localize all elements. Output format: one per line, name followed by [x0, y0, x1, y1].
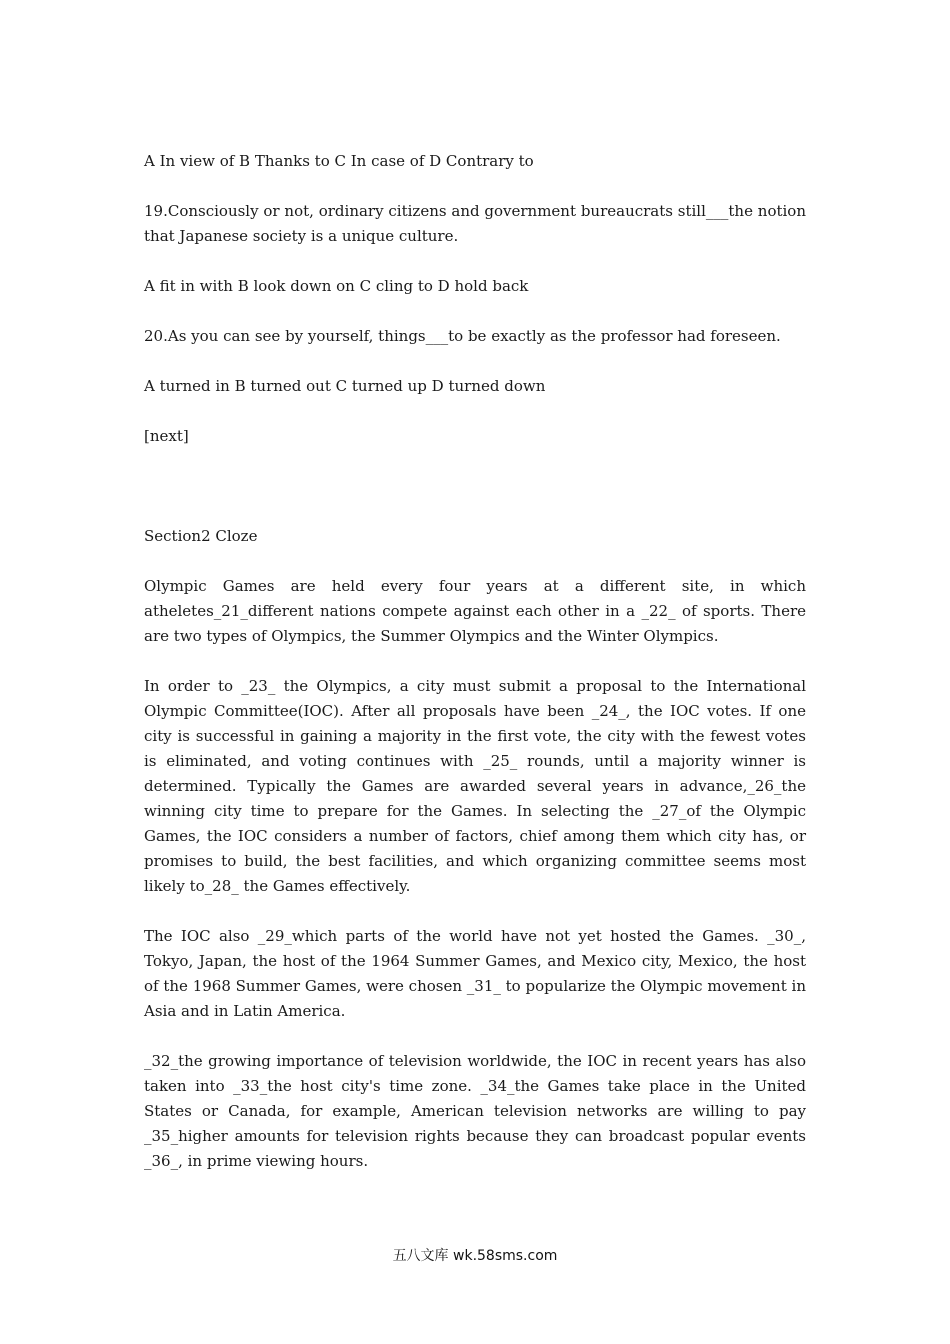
q19-question: 19.Consciously or not, ordinary citizens and government bureaucrats still___the notion that Japanese society is a unique culture. — [144, 202, 806, 245]
blank-space — [144, 474, 806, 524]
cloze-paragraph-2: In order to _23_ the Olympics, a city must submit a proposal to the International Olympic Committee(IOC). After all proposals have been _24_, the IOC votes. If one city is successful in gaining a majority in the first vote, the city with the fewest votes is eliminated, and voting continues with _25_ rounds, until a majority winner is determined. Typically the Games are awarded several years in advance,_26_the winning city time to prepare for the Games. In selecting the _27_of the Olympic Games, the IOC considers a number of factors, chief among them which city has, or promises to build, the best facilities, and which organizing committee seems most likely to_28_ the Games effectively. — [144, 677, 806, 895]
q20-question: 20.As you can see by yourself, things___to be exactly as the professor had foreseen. — [144, 327, 781, 345]
footer-watermark: 五八文库 wk.58sms.com — [392, 1248, 558, 1264]
q18-options: A In view of B Thanks to C In case of D Contrary to — [144, 152, 534, 170]
document-body — [144, 149, 806, 1199]
q19-options: A fit in with B look down on C cling to D hold back — [144, 277, 529, 295]
section-title: Section2 Cloze — [144, 527, 258, 545]
cloze-paragraph-1: Olympic Games are held every four years at a different site, in which atheletes_21_different nations compete against each other in a _22_ of sports. There are two types of Olympics, the Summer Olympics and the Winter Olympics. — [144, 577, 806, 645]
cloze-paragraph-4: _32_the growing importance of television worldwide, the IOC in recent years has also taken into _33_the host city's time zone. _34_the Games take place in the United States or Canada, for example, American television networks are willing to pay _35_higher amounts for television rights because they can broadcast popular events _36_, in prime viewing hours. — [144, 1052, 806, 1170]
cloze-paragraph-3: The IOC also _29_which parts of the world have not yet hosted the Games. _30_, Tokyo, Japan, the host of the 1964 Summer Games, and Mexico city, Mexico, the host of the 1968 Summer Games, were chosen _31_ to popularize the Olympic movement in Asia and in Latin America. — [144, 927, 806, 1020]
q20-options: A turned in B turned out C turned up D turned down — [144, 377, 546, 395]
next-marker: [next] — [144, 427, 189, 445]
